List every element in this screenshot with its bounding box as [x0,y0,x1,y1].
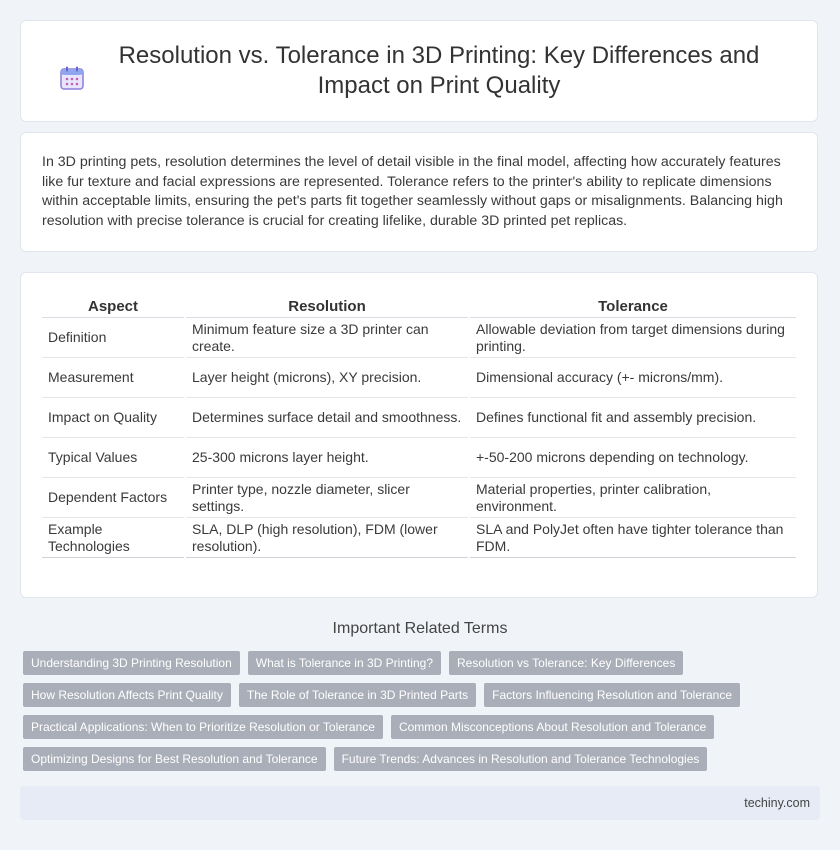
table-cell: Example Technologies [42,518,184,558]
table-cell: SLA, DLP (high resolution), FDM (lower resolution). [186,518,468,558]
table-cell: Dependent Factors [42,478,184,518]
table-row [42,438,796,478]
table-cell: Printer type, nozzle diameter, slicer settings. [186,478,468,518]
table-cell: Minimum feature size a 3D printer can create. [186,318,468,358]
table-cell: Determines surface detail and smoothness. [186,398,468,438]
related-terms-title: Important Related Terms [332,620,508,637]
table-cell: 25-300 microns layer height. [186,438,468,478]
related-term-tag[interactable]: Optimizing Designs for Best Resolution and Tolerance [23,747,326,771]
table-cell: Defines functional fit and assembly precision. [470,398,796,438]
related-term-tag[interactable]: Future Trends: Advances in Resolution and Tolerance Technologies [334,747,708,771]
header-aspect: Aspect [42,291,184,318]
footer-site-link[interactable]: techiny.com [744,796,810,810]
header-tolerance: Tolerance [470,291,796,318]
table-row [42,518,796,558]
table-cell: Material properties, printer calibration, environment. [470,478,796,518]
intro-card [20,132,818,252]
table-cell: Definition [42,318,184,358]
table-cell: Typical Values [42,438,184,478]
table-cell: Impact on Quality [42,398,184,438]
title-card [20,20,818,122]
related-term-tag[interactable]: What is Tolerance in 3D Printing? [248,651,441,675]
related-terms-list [23,651,823,771]
related-term-tag[interactable]: Understanding 3D Printing Resolution [23,651,240,675]
table-row [42,358,796,398]
table-cell: +-50-200 microns depending on technology. [470,438,796,478]
table-cell: SLA and PolyJet often have tighter tolerance than FDM. [470,518,796,558]
table-cell: Dimensional accuracy (+- microns/mm). [470,358,796,398]
table-header-row [42,291,796,318]
table-cell: Allowable deviation from target dimensions during printing. [470,318,796,358]
related-term-tag[interactable]: Common Misconceptions About Resolution and Tolerance [391,715,714,739]
page-title: Resolution vs. Tolerance in 3D Printing: Key Differences and Impact on Print Quality [118,42,760,99]
table-row [42,318,796,358]
table-cell: Measurement [42,358,184,398]
related-term-tag[interactable]: How Resolution Affects Print Quality [23,683,231,707]
related-term-tag[interactable]: Factors Influencing Resolution and Tolerance [484,683,740,707]
comparison-table [40,291,798,558]
calendar-icon [59,65,85,91]
intro-text: In 3D printing pets, resolution determines the level of detail visible in the final model, affecting how accurately features like fur texture and facial expressions are represented. Tolerance refers to the printer's ability to replicate dimensions within acceptable limits, ensuring the pet's parts fit together seamlessly without gaps or misalignments. Balancing high resolution with precise tolerance is crucial for creating lifelike, durable 3D printed pet replicas. [42,154,783,229]
related-term-tag[interactable]: The Role of Tolerance in 3D Printed Parts [239,683,476,707]
header-resolution: Resolution [186,291,468,318]
related-term-tag[interactable]: Practical Applications: When to Prioritize Resolution or Tolerance [23,715,383,739]
comparison-table-card [20,272,818,598]
title-wrap [59,41,779,101]
table-row [42,398,796,438]
related-term-tag[interactable]: Resolution vs Tolerance: Key Differences [449,651,683,675]
table-cell: Layer height (microns), XY precision. [186,358,468,398]
footer [20,786,820,820]
table-row [42,478,796,518]
